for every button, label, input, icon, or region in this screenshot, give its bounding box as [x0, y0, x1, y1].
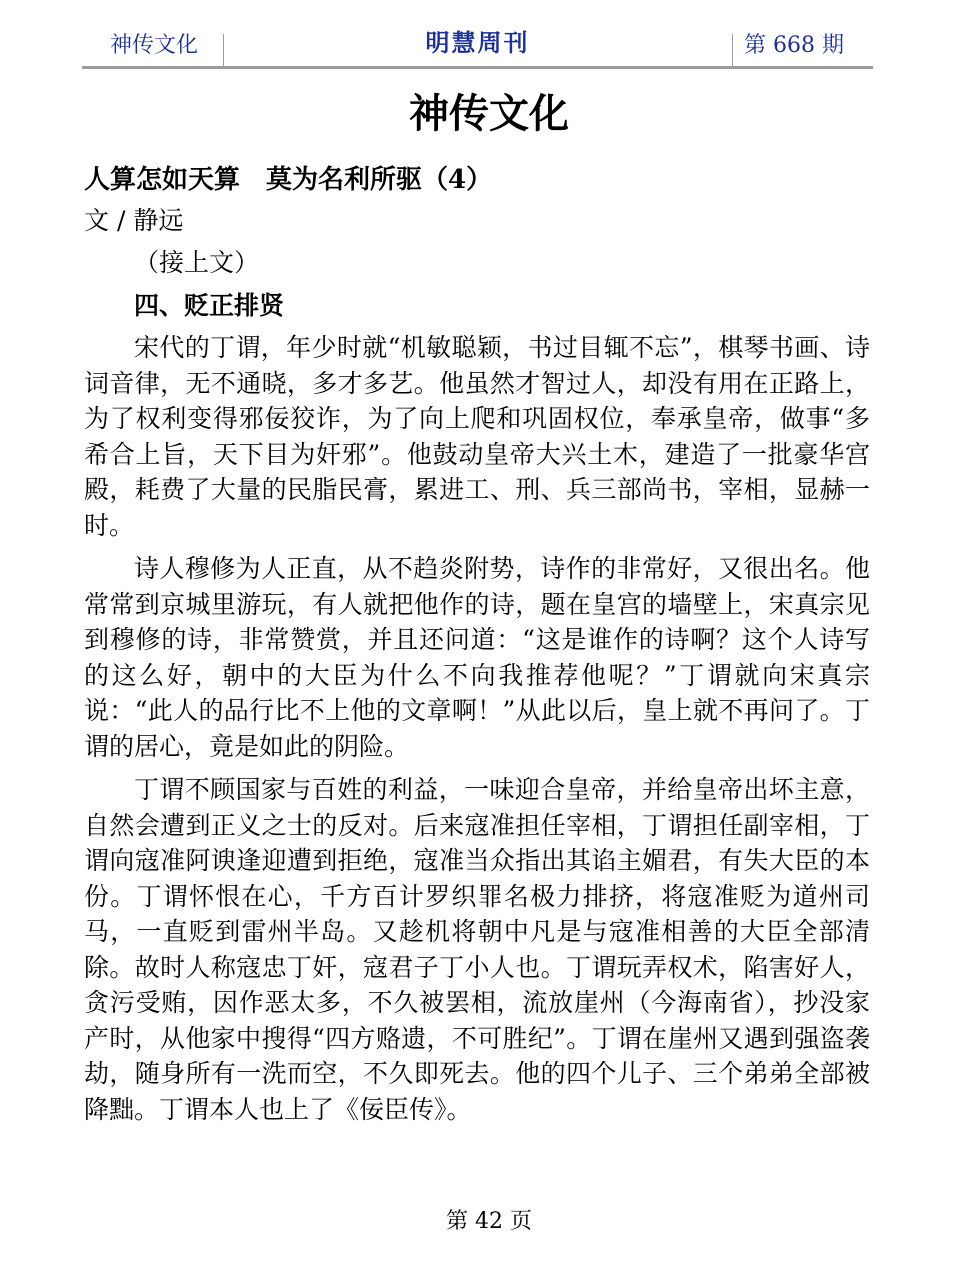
- header-section-name: 神传文化: [110, 33, 199, 58]
- article-title: 人算怎如天算 莫为名利所驱（4）: [84, 165, 493, 195]
- paragraph: 丁谓不顾国家与百姓的利益，一味迎合皇帝，并给皇帝出坏主意，自然会遭到正义之士的反对。后来寇准担任宰相，丁谓担任副宰相，丁谓向寇准阿谀逢迎遭到拒绝，寇准当众指出其谄主媚君，有失大臣的本份。丁谓怀恨在心，千方百计罗织罪名极力排挤，将寇准贬为道州司马，一直贬到雷州半岛。又趁机将朝中凡是与寇准相善的大臣全部清除。故时人称寇忠丁奸，寇君子丁小人也。丁谓玩弄权术，陷害好人，贪污受贿，因作恶太多，不久被罢相，流放崖州（今海南省），抄没家产时，从他家中搜得“四方赂遗，不可胜纪”。丁谓在崖州又遇到强盗袭劫，随身所有一洗而空，不久即死去。他的四个儿子、三个弟弟全部被降黜。丁谓本人也上了《佞臣传》。: [84, 775, 870, 1124]
- page-title: 神传文化: [409, 90, 569, 137]
- section-heading: 四、贬正排贤: [134, 291, 285, 320]
- article-body: [84, 160, 870, 1135]
- publication-name: 明慧周刊: [425, 29, 530, 57]
- continued-note: （接上文）: [134, 248, 260, 277]
- header-divider: [732, 34, 733, 66]
- paragraph: 诗人穆修为人正直，从不趋炎附势，诗作的非常好，又很出名。他常常到京城里游玩，有人就把他作的诗，题在皇宫的墙壁上，宋真宗见到穆修的诗，非常赞赏，并且还问道：“这是谁作的诗啊？这个人诗写的这么好，朝中的大臣为什么不向我推荐他呢？”丁谓就向宋真宗说：“此人的品行比不上他的文章啊！”从此以后，皇上就不再问了。丁谓的居心，竟是如此的阴险。: [84, 554, 870, 761]
- issue-number: 第 668 期: [744, 33, 844, 58]
- page-header: [82, 26, 873, 66]
- page-number: 第 42 页: [446, 1209, 532, 1234]
- header-rule: [82, 66, 873, 69]
- paragraph: 宋代的丁谓，年少时就“机敏聪颖，书过目辄不忘”，棋琴书画、诗词音律，无不通晓，多才多艺。他虽然才智过人，却没有用在正路上，为了权利变得邪佞狡诈，为了向上爬和巩固权位，奉承皇帝，做事“多希合上旨，天下目为奸邪”。他鼓动皇帝大兴土木，建造了一批豪华宫殿，耗费了大量的民脂民膏，累进工、刑、兵三部尚书，宰相，显赫一时。: [84, 333, 870, 540]
- article-byline: 文 / 静远: [84, 206, 184, 235]
